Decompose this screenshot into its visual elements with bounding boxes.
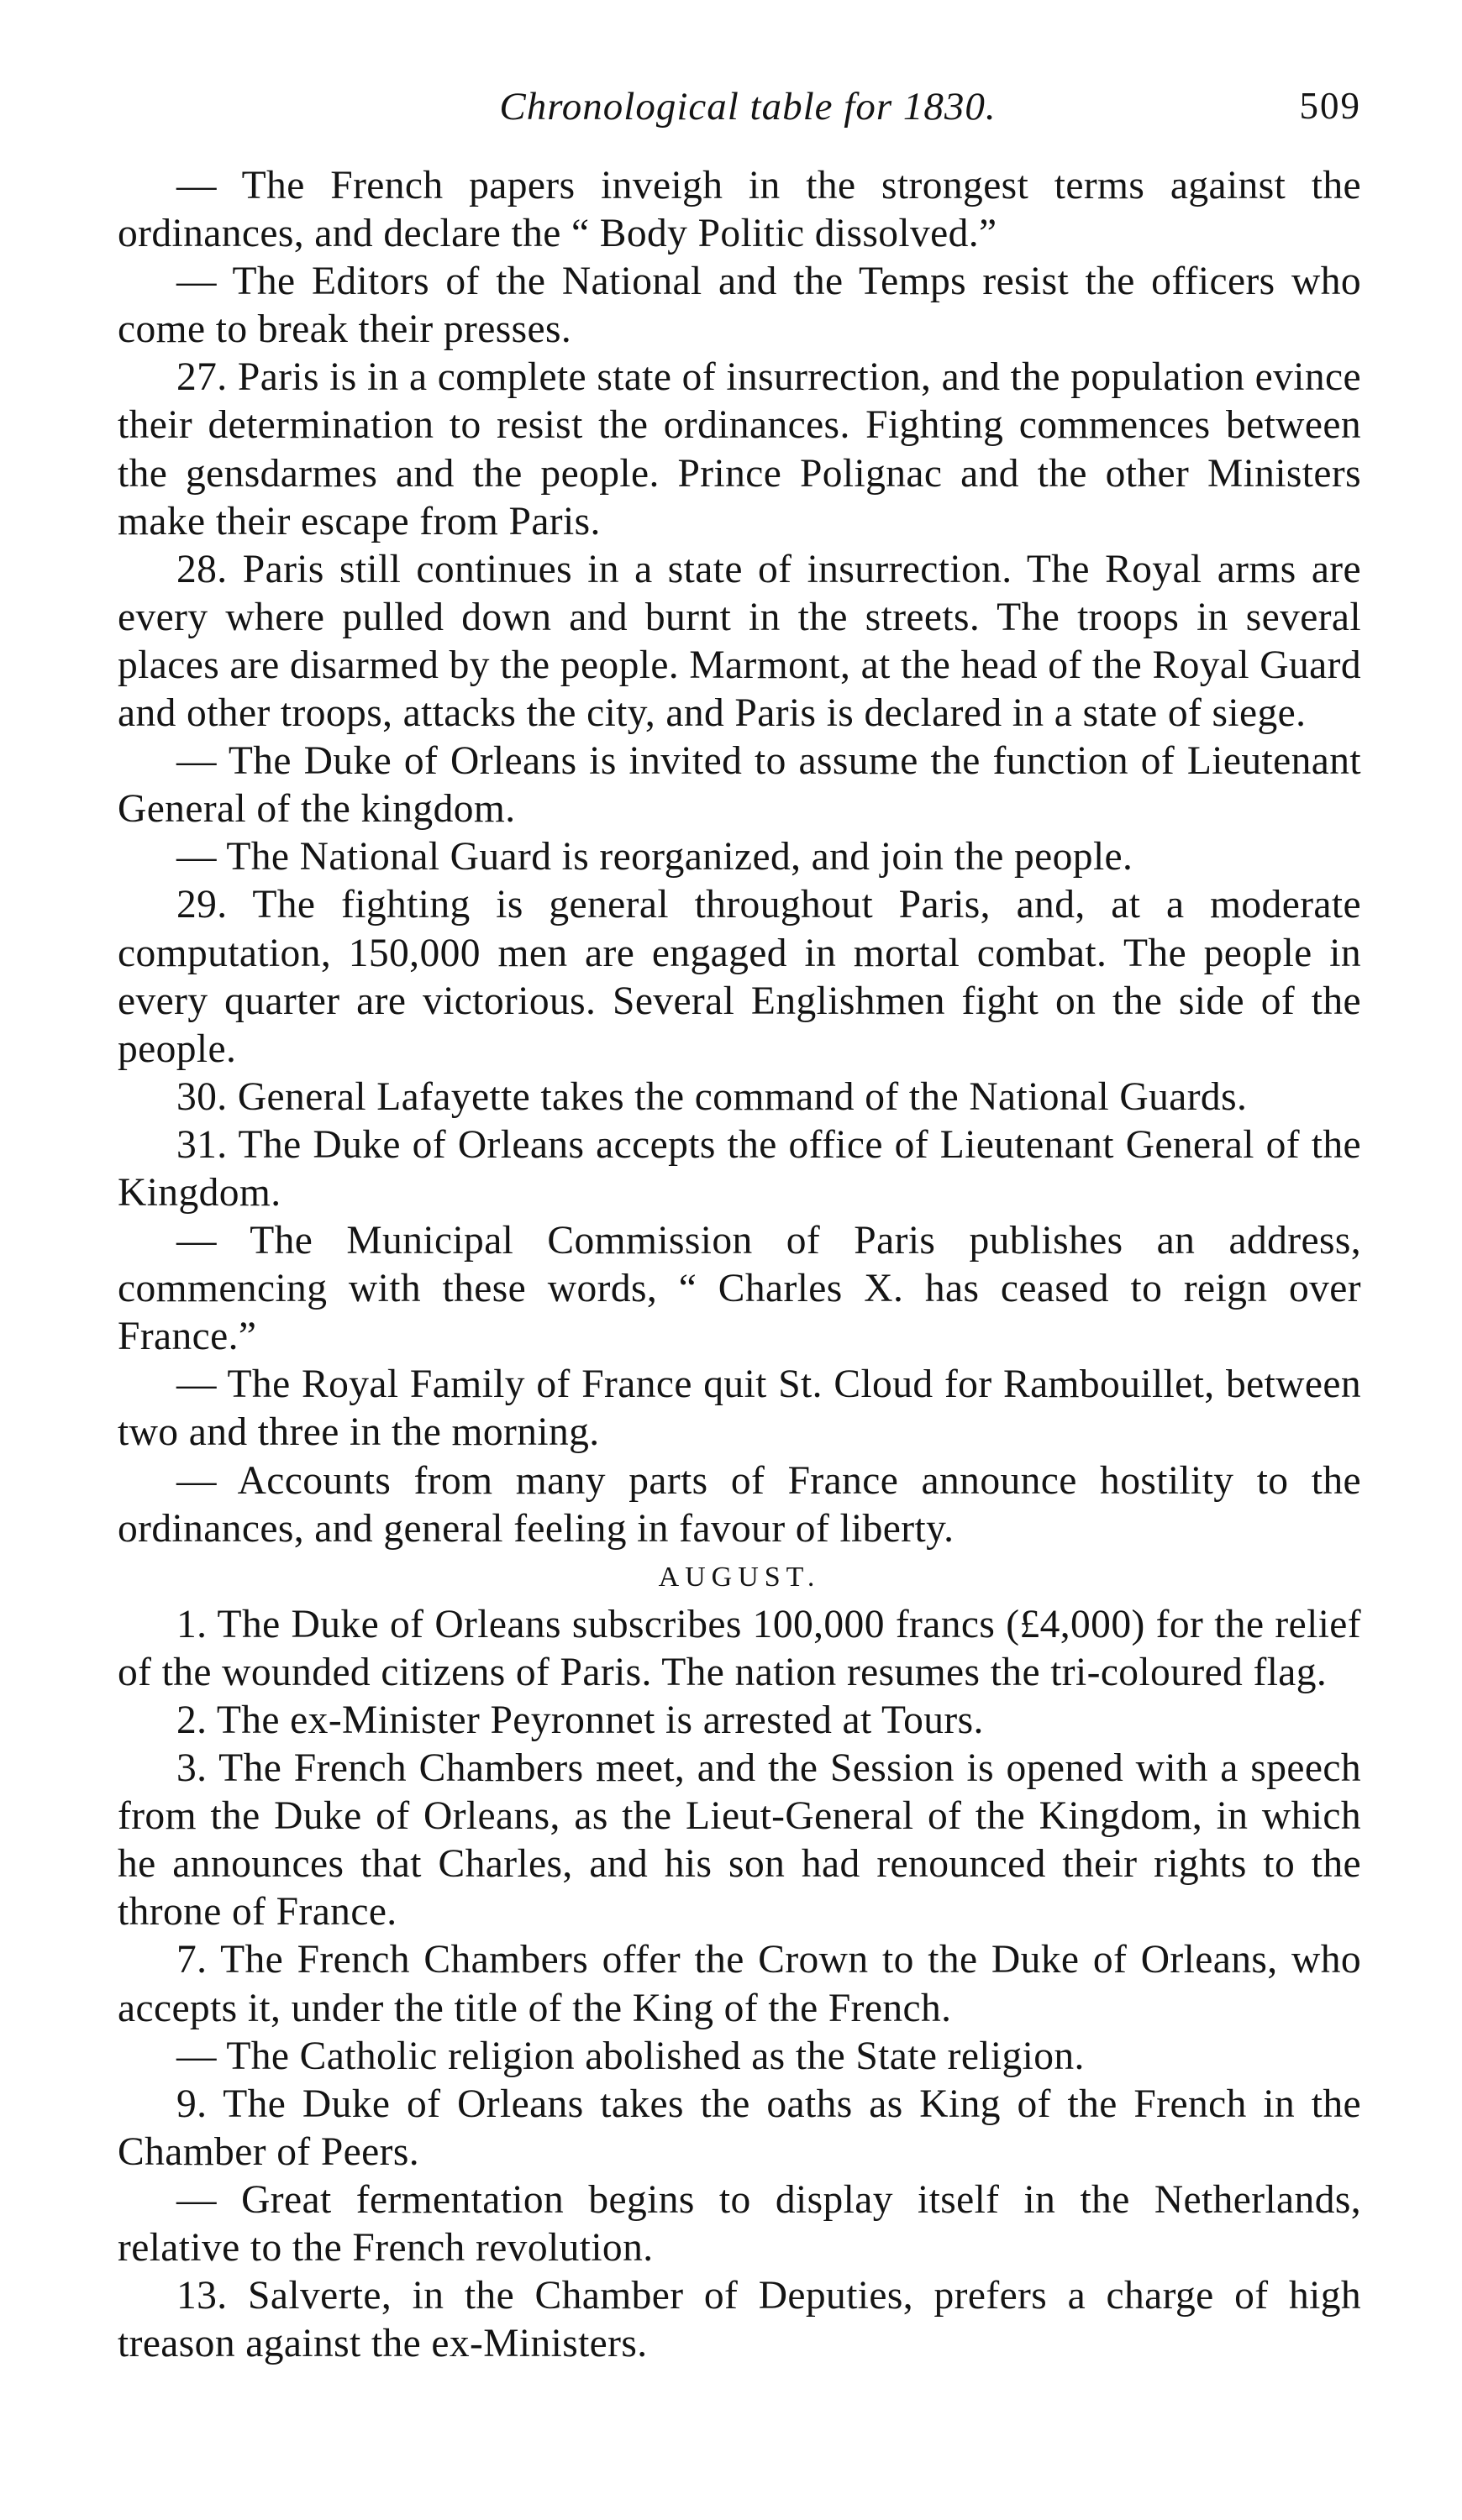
entry-date: —	[176, 1362, 217, 1407]
entry	[118, 833, 1361, 881]
running-title: Chronological table for 1830.	[499, 85, 997, 129]
entry-date: 3.	[176, 1746, 208, 1791]
entry-date: —	[176, 739, 217, 784]
entry	[118, 1217, 1361, 1361]
entry-text: Great fermentation begins to display itself in the Netherlands, relative to the French revolution.	[118, 2177, 1362, 2271]
entry-text: The Duke of Orleans is invited to assume the function of Lieutenant General of the kingdom.	[118, 739, 1361, 832]
entry	[118, 1601, 1361, 1697]
entry-text: The Duke of Orleans accepts the office of Lieutenant General of the Kingdom.	[118, 1122, 1362, 1215]
entry	[118, 2033, 1361, 2081]
entry-date: 13.	[176, 2274, 228, 2318]
entry-date: 31.	[176, 1122, 228, 1167]
entry-date: 30.	[176, 1074, 228, 1119]
entry-date: 28.	[176, 547, 228, 591]
entry	[118, 1121, 1361, 1217]
entry-date: —	[176, 1219, 217, 1263]
entry-date: 7.	[176, 1938, 208, 1982]
entry-date: 1.	[176, 1602, 208, 1646]
entry-text: General Lafayette takes the command of the National Guards.	[237, 1074, 1248, 1119]
entry-text: The fighting is general throughout Paris, and, at a moderate computation, 150,000 men are engaged in mortal combat. The people in every quarter are victorious. Several Englishmen fight on the side of the people.	[118, 883, 1361, 1071]
entry	[118, 1745, 1361, 1936]
entry-date: —	[176, 1458, 217, 1503]
entry	[118, 2272, 1361, 2368]
entry-text: The French Chambers offer the Crown to the Duke of Orleans, who accepts it, under the title of the King of the French.	[118, 1938, 1361, 2030]
entry-text: The Municipal Commission of Paris publishes an address, commencing with these words, “ Charles X. has ceased to reign over France.”	[118, 1219, 1361, 1359]
entry-date: 29.	[176, 883, 228, 927]
entry-text: Accounts from many parts of France announce hostility to the ordinances, and general feeling in favour of liberty.	[118, 1458, 1361, 1551]
entry-date: —	[176, 835, 217, 879]
entry-text: The National Guard is reorganized, and join the people.	[226, 835, 1133, 879]
entry-date: 2.	[176, 1698, 208, 1742]
entry-text: The French Chambers meet, and the Session is opened with a speech from the Duke of Orleans, as the Lieut-General of the Kingdom, in which he announces that Charles, and his son had renounced their rights to the throne of France.	[118, 1746, 1361, 1935]
entry	[118, 1361, 1361, 1457]
entry	[118, 2176, 1361, 2272]
entry-text: The Duke of Orleans takes the oaths as King of the French in the Chamber of Peers.	[118, 2082, 1361, 2174]
running-head	[126, 84, 1361, 143]
page-number: 509	[1299, 85, 1361, 127]
entry-text: The ex-Minister Peyronnet is arrested at Tours.	[216, 1698, 984, 1742]
entry-date: 27.	[176, 355, 228, 400]
entry-date: 9.	[176, 2082, 208, 2126]
entry-text: Salverte, in the Chamber of Deputies, prefers a charge of high treason against the ex-Ministers.	[118, 2274, 1361, 2366]
entry	[118, 354, 1361, 545]
month-heading: AUGUST.	[658, 1561, 821, 1593]
entry-text: Paris still continues in a state of insurrection. The Royal arms are every where pulled down and burnt in the streets. The troops in several places are disarmed by the people. Marmont, at the head of the Royal Guard and other troops, attacks the city, and Paris is declared in a state of siege.	[118, 547, 1361, 736]
entry	[118, 738, 1361, 833]
entry-date: —	[176, 260, 217, 304]
entry	[118, 2081, 1361, 2176]
entry-date: —	[176, 164, 217, 207]
entry	[118, 881, 1361, 1073]
entry	[118, 1074, 1361, 1121]
entry-date: —	[176, 2034, 217, 2078]
entry-text: The French papers inveigh in the strongest terms against the ordinances, and declare the “ Body Politic dissolved.”	[118, 164, 1361, 256]
entry	[118, 1457, 1361, 1553]
entry-date: —	[176, 2177, 217, 2222]
entry-text: The Editors of the National and the Temps resist the officers who come to break their presses.	[118, 260, 1361, 352]
entry	[118, 1697, 1361, 1745]
entry-text: The Catholic religion abolished as the State religion.	[226, 2034, 1085, 2078]
entry	[118, 546, 1361, 738]
entry-text: Paris is in a complete state of insurrection, and the population evince their determination to resist the ordinances. Fighting commences between the gensdarmes and the people. Prince Polignac and the other Ministers make their escape from Paris.	[118, 355, 1361, 543]
entry-text: The Duke of Orleans subscribes 100,000 francs (£4,000) for the relief of the wounded citizens of Paris. The nation resumes the tri-coloured flag.	[118, 1602, 1361, 1694]
entry	[118, 258, 1361, 354]
entry	[118, 162, 1361, 258]
entry	[118, 1936, 1361, 2032]
chronology-text	[118, 162, 1361, 2368]
entry-text: The Royal Family of France quit St. Cloud for Rambouillet, between two and three in the morning.	[118, 1362, 1361, 1455]
